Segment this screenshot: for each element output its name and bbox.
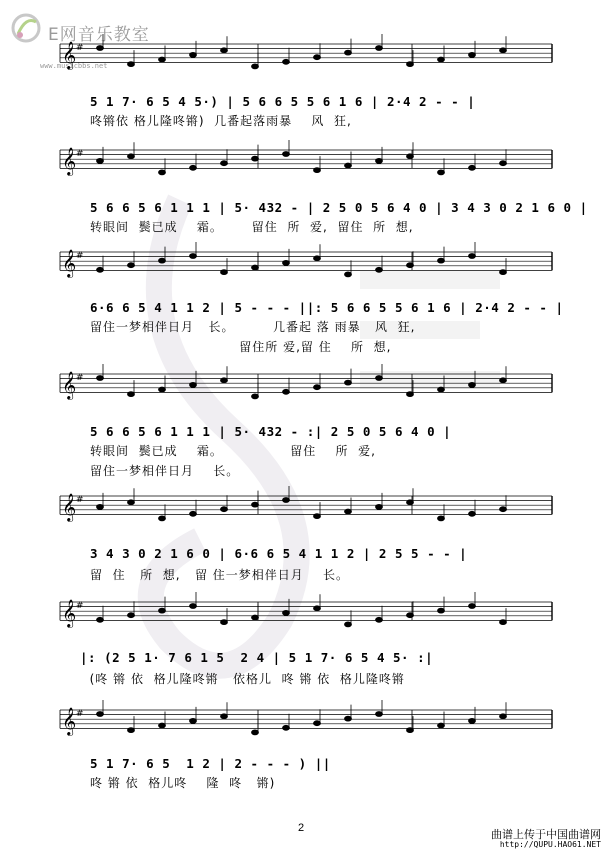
notehead — [159, 723, 166, 728]
notehead — [252, 730, 259, 735]
notehead — [128, 728, 135, 733]
notehead — [314, 606, 321, 611]
notehead — [221, 48, 228, 53]
notehead — [438, 723, 445, 728]
notehead — [190, 165, 197, 170]
lyric-line-5: 留 住 所 想, 留 住一梦相伴日月 长。 — [90, 568, 350, 582]
notehead — [97, 267, 104, 272]
notehead — [190, 53, 197, 58]
notehead — [252, 156, 259, 161]
lyric-line-4b: 留住一梦相伴日月 长。 — [90, 464, 240, 478]
notehead — [252, 502, 259, 507]
notehead — [283, 498, 290, 503]
treble-clef-icon: 𝄞 — [62, 493, 77, 521]
lyric-line-1: 咚锵依 格儿隆咚锵) 几番起落雨暴 风 狂, — [90, 114, 352, 128]
notehead — [407, 62, 414, 67]
notehead — [190, 511, 197, 516]
notehead — [283, 261, 290, 266]
notehead — [283, 59, 290, 64]
treble-clef-icon: 𝄞 — [62, 41, 77, 69]
notehead — [252, 64, 259, 69]
notehead — [469, 53, 476, 58]
lyric-line-4a: 转眼间 鬓已成 霜。 留住 所 爱, — [90, 444, 376, 458]
notehead — [407, 500, 414, 505]
notehead — [376, 46, 383, 51]
notehead — [407, 392, 414, 397]
notehead — [97, 505, 104, 510]
lyric-line-7: 咚 锵 依 格儿咚 隆 咚 锵) — [90, 776, 276, 790]
notehead — [128, 263, 135, 268]
notehead — [407, 728, 414, 733]
upload-credit-url: http://QUPU.HAO61.NET — [499, 840, 601, 849]
sharp-key-signature: # — [76, 495, 84, 505]
notehead — [500, 714, 507, 719]
notehead — [128, 392, 135, 397]
notehead — [159, 608, 166, 613]
notehead — [500, 620, 507, 625]
notehead — [407, 613, 414, 618]
page-number: 2 — [298, 822, 305, 834]
notehead — [97, 712, 104, 717]
notehead — [128, 500, 135, 505]
notehead — [190, 254, 197, 259]
treble-clef-icon: 𝄞 — [62, 371, 77, 399]
notehead — [190, 383, 197, 388]
notehead — [221, 714, 228, 719]
jianpu-line-6: |: (2 5 1· 7 6 1 5 2 4 | 5 1 7· 6 5 4 5· :| — [80, 650, 434, 665]
treble-clef-icon: 𝄞 — [62, 599, 77, 627]
notehead — [128, 613, 135, 618]
notehead — [128, 154, 135, 159]
notehead — [438, 387, 445, 392]
notehead — [159, 170, 166, 175]
notehead — [407, 154, 414, 159]
notehead — [283, 152, 290, 157]
notehead — [159, 57, 166, 62]
notehead — [345, 716, 352, 721]
notehead — [314, 514, 321, 519]
notehead — [283, 611, 290, 616]
notehead — [97, 376, 104, 381]
notehead — [159, 258, 166, 263]
upload-credit: 曲谱上传于中国曲谱网 — [491, 828, 601, 841]
notehead — [500, 507, 507, 512]
notehead — [252, 394, 259, 399]
notehead — [500, 270, 507, 275]
notehead — [376, 617, 383, 622]
notehead — [438, 516, 445, 521]
notehead — [190, 604, 197, 609]
treble-clef-icon: 𝄞 — [62, 249, 77, 277]
notehead — [283, 389, 290, 394]
lyric-line-3b: 留住所 爱,留 住 所 想, — [90, 340, 392, 354]
sharp-key-signature: # — [76, 43, 84, 53]
notehead — [469, 254, 476, 259]
notehead — [469, 511, 476, 516]
notehead — [376, 376, 383, 381]
notehead — [221, 378, 228, 383]
notehead — [221, 270, 228, 275]
notehead — [97, 159, 104, 164]
notehead — [438, 57, 445, 62]
watermark-site-name: E网音乐教室 — [48, 25, 150, 45]
notehead — [314, 55, 321, 60]
sharp-key-signature: # — [76, 601, 84, 611]
notehead — [376, 267, 383, 272]
notehead — [314, 256, 321, 261]
notehead — [345, 50, 352, 55]
notehead — [500, 378, 507, 383]
notehead — [314, 168, 321, 173]
notehead — [469, 719, 476, 724]
notehead — [221, 161, 228, 166]
notehead — [345, 272, 352, 277]
notehead — [252, 615, 259, 620]
jianpu-line-3: 6·6 6 5 4 1 1 2 | 5 - - - ||: 5 6 6 5 5 6 1 6 | 2·4 2 - - | — [90, 300, 564, 315]
treble-clef-icon: 𝄞 — [62, 707, 77, 735]
jianpu-line-5: 3 4 3 0 2 1 6 0 | 6·6 6 5 4 1 1 2 | 2 5 5 - - | — [90, 546, 468, 561]
notehead — [469, 604, 476, 609]
notehead — [97, 46, 104, 51]
lyric-line-6: (咚 锵 依 格儿隆咚锵 依格儿 咚 锵 依 格儿隆咚锵 — [80, 672, 405, 686]
notehead — [252, 265, 259, 270]
notehead — [314, 385, 321, 390]
notehead — [438, 258, 445, 263]
notehead — [314, 721, 321, 726]
notehead — [500, 161, 507, 166]
notehead — [283, 725, 290, 730]
notehead — [159, 387, 166, 392]
notehead — [345, 622, 352, 627]
notehead — [469, 383, 476, 388]
watermark-site-url: www.musicbbs.net — [40, 62, 108, 70]
sharp-key-signature: # — [76, 709, 84, 719]
notehead — [438, 608, 445, 613]
lyric-line-3a: 留住一梦相伴日月 长。 几番起 落 雨暴 风 狂, — [90, 320, 416, 334]
notehead — [190, 719, 197, 724]
notehead — [469, 165, 476, 170]
jianpu-line-7: 5 1 7· 6 5 1 2 | 2 - - - ) || — [90, 756, 331, 771]
notehead — [407, 263, 414, 268]
notehead — [97, 617, 104, 622]
notehead — [438, 170, 445, 175]
sharp-key-signature: # — [76, 251, 84, 261]
notehead — [221, 620, 228, 625]
notehead — [376, 712, 383, 717]
notehead — [500, 48, 507, 53]
notehead — [345, 509, 352, 514]
jianpu-line-4: 5 6 6 5 6 1 1 1 | 5· 432 - :| 2 5 0 5 6 4 0 | — [90, 424, 452, 439]
notehead — [345, 163, 352, 168]
notehead — [376, 159, 383, 164]
jianpu-line-1: 5 1 7· 6 5 4 5·) | 5 6 6 5 5 6 1 6 | 2·4 2 - - | — [90, 94, 476, 109]
notehead — [376, 505, 383, 510]
sharp-key-signature: # — [76, 373, 84, 383]
sharp-key-signature: # — [76, 149, 84, 159]
jianpu-line-2: 5 6 6 5 6 1 1 1 | 5· 432 - | 2 5 0 5 6 4 0 | 3 4 3 0 2 1 6 0 | — [90, 200, 588, 215]
notehead — [221, 507, 228, 512]
notehead — [128, 62, 135, 67]
notehead — [159, 516, 166, 521]
treble-clef-icon: 𝄞 — [62, 147, 77, 175]
notehead — [345, 380, 352, 385]
lyric-line-2: 转眼间 鬓已成 霜。 留住 所 爱, 留住 所 想, — [90, 220, 414, 234]
